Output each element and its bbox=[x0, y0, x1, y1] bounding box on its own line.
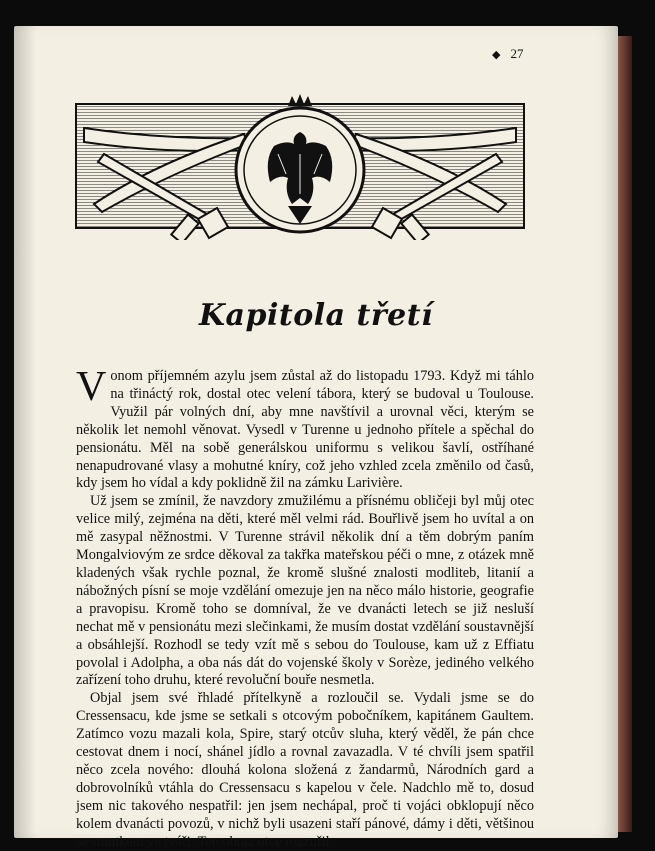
page-edge bbox=[618, 36, 632, 832]
chapter-body bbox=[76, 364, 534, 851]
page-number bbox=[492, 46, 523, 62]
imperial-eagle-with-crossed-sabres-icon bbox=[74, 94, 526, 240]
drop-cap: V bbox=[76, 364, 107, 410]
paragraph-3: Objal jsem své řhladé přítelkyně a rozloučil se. Vydali jsme se do Cressensacu, kde jsme se setkali s otcovým pobočníkem, kapitánem Gaultem. Zatímco vozu mazali kola, Spire, starý otcův sluha, který věděl, že pán chce cestovat dnem i nocí, shánel jídlo a rovnal zavazadla. V té chvíli jsem spatřil něco zcela nového: dlouhá kolona složená z žandarmů, Národních gard a dobrovolníků vtáhla do Cressensacu s kapelou v čele. Nadchlo mě to, dosud jsem nic takového nespatřil: jen jsem nechápal, proč ti vojáci obklopují něco kolem dvanácti povozů, v nichž byli usazeni staří pánové, dámy i děti, většinou se smutkem ve tváři. Ten obraz otce rozzuřil. bbox=[76, 690, 534, 850]
paragraph-text: onom příjemném azylu jsem zůstal až do listopadu 1793. Když mi táhlo na třináctý rok, dostal otec velení tábora, který se budoval u Toulouse. Využil pár volných dní, aby mne navštívil a urovnal věci, kterým se několik let nemohl věnovat. Vysedl v Turenne u jednoho přítele a spěchal do pensionátu. Měl na sobě generálskou uniformu s velikou šavlí, ostříhané nenapudrované vlasy a mohutné kníry, což jeho vzhled zcela změnilo od časů, kdy jsem ho vídal a kdy poklidně žil na zámku Larivière. bbox=[76, 368, 534, 492]
book-page bbox=[14, 26, 618, 850]
diamond-ornament-icon: ◆ bbox=[492, 49, 501, 61]
chapter-title: Kapitola třetí bbox=[198, 298, 434, 333]
paragraph-2: Už jsem se zmínil, že navzdory zmužilému a přísnému obličeji byl můj otec velice milý, zejména na děti, které měl velmi rád. Bouřlivě jsem ho uvítal a on mě zasypal něžnostmi. V Turenne strávil několik dní a těm dobrým paním Mongalviovým ze srdce děkoval za takřka mateřskou péči o mne, z otázek mně kladených však rychle poznal, že kromě slušné znalosti modliteb, litanií a nábožných písní se moje vzdělání omezuje jen na něco málo historie, geografie a pravopisu. Kromě toho se domníval, že ve dvanácti letech se již nesluší nechat mě v pensionátu mezi slečinkami, že musím dostat vzdělání soustavnější a obsáhlejší. Rozhodl se tedy vzít mě s sebou do Toulouse, kam už z Effiatu povolal i Adolpha, a oba nás dát do vojenské školy v Sorèze, jediného velkého zařízení toho druhu, které revoluční bouře nesmetla. bbox=[76, 493, 534, 689]
page-number-value: 27 bbox=[510, 46, 524, 61]
paragraph-1 bbox=[76, 364, 534, 493]
page-spine-shadow bbox=[14, 26, 36, 838]
